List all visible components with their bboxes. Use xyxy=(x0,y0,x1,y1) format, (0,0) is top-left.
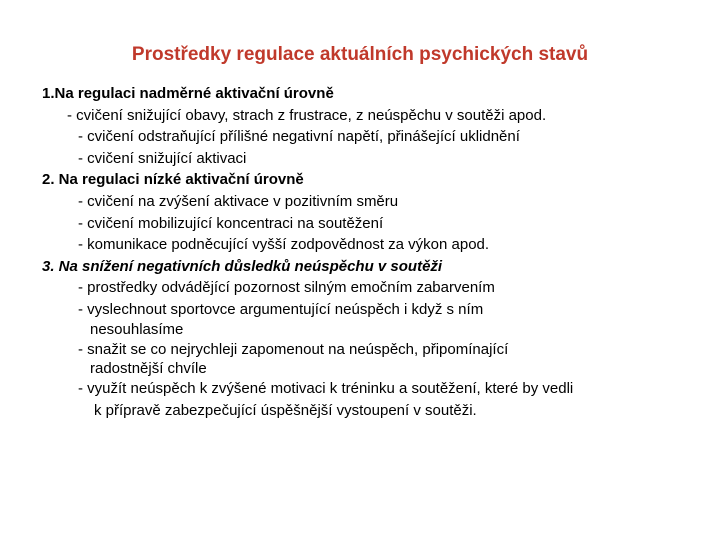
section-1-item-1: - cvičení snižující obavy, strach z frustrace, z neúspěchu v soutěži apod. xyxy=(67,106,547,124)
section-3-item-4: - využít neúspěch k zvýšené motivaci k tréninku a soutěžení, které by vedli xyxy=(78,380,574,398)
section-heading-1: 1.Na regulaci nadměrné aktivační úrovně xyxy=(42,85,334,102)
section-3-item-1: - prostředky odvádějící pozornost silným emočním zabarvením xyxy=(78,279,495,297)
slide-title: Prostředky regulace aktuálních psychických stavů xyxy=(131,44,589,65)
section-3-item-4-continuation: k přípravě zabezpečující úspěšnější vystoupení v soutěži. xyxy=(94,401,477,419)
section-1-item-3: - cvičení snižující aktivaci xyxy=(78,149,247,167)
section-2-item-2: - cvičení mobilizující koncentraci na soutěžení xyxy=(78,214,384,232)
section-2-item-3: - komunikace podněcující vyšší zodpovědnost za výkon apod. xyxy=(78,236,490,254)
section-heading-3 xyxy=(42,256,720,278)
section-3-item-3-continuation: radostnější chvíle xyxy=(90,360,207,378)
section-3-item-3: - snažit se co nejrychleji zapomenout na neúspěch, připomínající xyxy=(78,340,509,358)
section-1-item-2: - cvičení odstraňující přílišné negativní napětí, přinášející uklidnění xyxy=(78,128,520,146)
section-heading-2: 2. Na regulaci nízké aktivační úrovně xyxy=(42,171,304,189)
section-3-item-2-continuation: nesouhlasíme xyxy=(90,320,184,338)
section-heading-3-text: 3. Na snížení negativních důsledků neúspěchu v soutěži xyxy=(42,257,443,275)
section-2-item-1: - cvičení na zvýšení aktivace v pozitivním směru xyxy=(78,192,399,210)
section-3-item-2: - vyslechnout sportovce argumentující neúspěch i když s ním xyxy=(78,300,484,318)
slide-content xyxy=(0,83,720,421)
